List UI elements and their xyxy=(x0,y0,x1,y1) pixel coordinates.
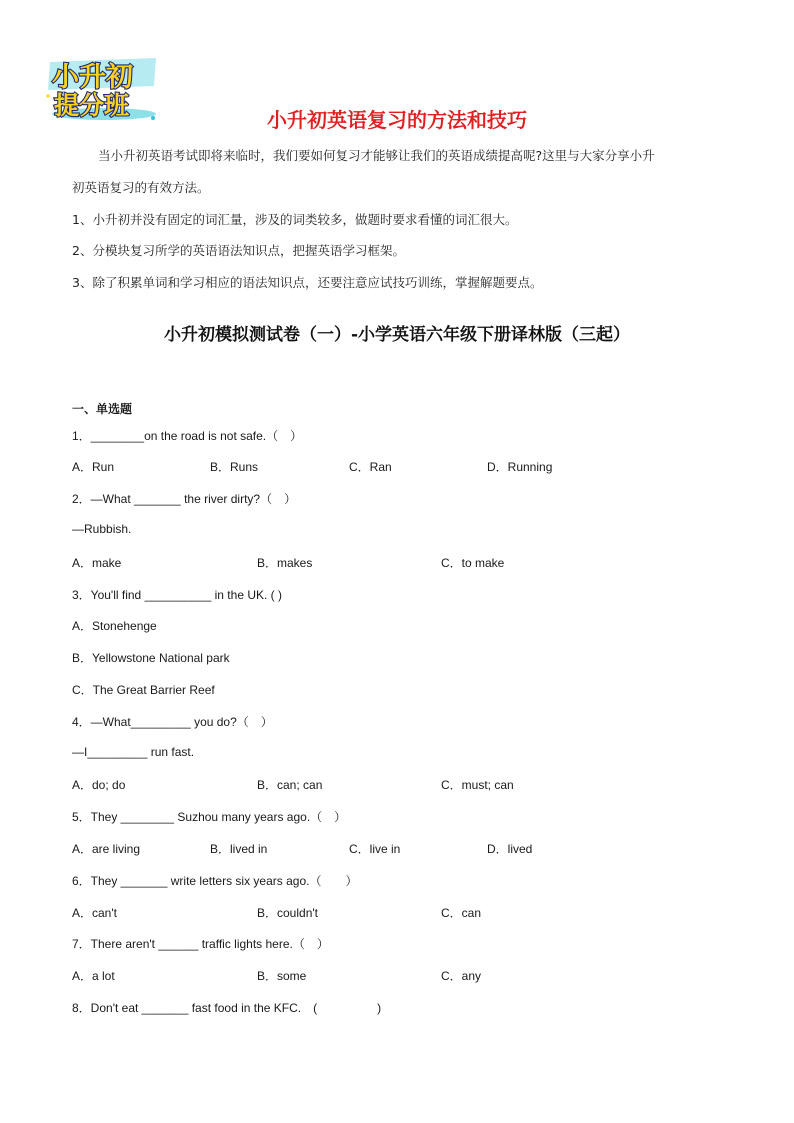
q5-option-a[interactable]: A．are living xyxy=(72,842,141,856)
exam-title: 小升初模拟测试卷（一）-小学英语六年级下册译林版（三起） xyxy=(163,325,631,345)
section-heading: 一、单选题 xyxy=(72,402,133,416)
q4-option-a[interactable]: A．do; do xyxy=(72,778,126,792)
question-1-stem: 1．________on the road is not safe.（ ） xyxy=(72,429,303,443)
q7-option-a[interactable]: A．a lot xyxy=(72,969,115,983)
intro-line-1: 当小升初英语考试即将来临时，我们要如何复习才能够让我们的英语成绩提高呢?这里与大家分享小升 xyxy=(98,148,655,163)
q1-option-a[interactable]: A．Run xyxy=(72,460,115,474)
tip-3: 3、除了积累单词和学习相应的语法知识点，还要注意应试技巧训练，掌握解题要点。 xyxy=(72,275,543,290)
q5-option-c[interactable]: C．live in xyxy=(349,842,401,856)
intro-line-2: 初英语复习的有效方法。 xyxy=(72,180,210,195)
question-2-stem: 2．—What _______ the river dirty?（ ） xyxy=(72,492,297,506)
q7-option-c[interactable]: C．any xyxy=(441,969,482,983)
q3-option-a[interactable]: A．Stonehenge xyxy=(72,619,157,633)
q2-option-a[interactable]: A．make xyxy=(72,556,122,570)
q7-option-b[interactable]: B．some xyxy=(257,969,307,983)
q5-option-d[interactable]: D．lived xyxy=(487,842,533,856)
q1-option-b[interactable]: B．Runs xyxy=(210,460,259,474)
q4-option-c[interactable]: C．must; can xyxy=(441,778,514,792)
q2-option-c[interactable]: C．to make xyxy=(441,556,505,570)
logo-line2: 提分班 xyxy=(54,91,130,120)
question-4-reply: —I_________ run fast. xyxy=(72,745,195,759)
question-2-reply: —Rubbish. xyxy=(72,522,132,536)
q6-option-b[interactable]: B．couldn't xyxy=(257,906,318,920)
question-3-stem: 3．You'll find __________ in the UK. ( ) xyxy=(72,588,282,602)
q1-option-d[interactable]: D．Running xyxy=(487,460,553,474)
q3-option-b[interactable]: B．Yellowstone National park xyxy=(72,651,230,665)
q3-option-c[interactable]: C．The Great Barrier Reef xyxy=(72,683,215,697)
question-4-stem: 4．—What_________ you do?（ ） xyxy=(72,715,273,729)
page-title: 小升初英语复习的方法和技巧 xyxy=(267,108,527,132)
q1-option-c[interactable]: C．Ran xyxy=(349,460,392,474)
question-8-stem: 8．Don't eat _______ fast food in the KFC. ( ) xyxy=(72,1001,382,1015)
question-5-stem: 5．They ________ Suzhou many years ago.（ ） xyxy=(72,810,347,824)
q5-option-b[interactable]: B．lived in xyxy=(210,842,268,856)
tip-1: 1、小升初并没有固定的词汇量，涉及的词类较多，做题时要求看懂的词汇很大。 xyxy=(72,212,518,227)
question-6-stem: 6．They _______ write letters six years ago.（ ） xyxy=(72,874,358,888)
q2-option-b[interactable]: B．makes xyxy=(257,556,313,570)
logo-line1: 小升初 xyxy=(52,62,133,93)
q6-option-c[interactable]: C．can xyxy=(441,906,482,920)
question-7-stem: 7．There aren't ______ traffic lights here.（ ） xyxy=(72,937,329,951)
q4-option-b[interactable]: B．can; can xyxy=(257,778,323,792)
q6-option-a[interactable]: A．can't xyxy=(72,906,117,920)
tip-2: 2、分模块复习所学的英语语法知识点，把握英语学习框架。 xyxy=(72,243,405,258)
